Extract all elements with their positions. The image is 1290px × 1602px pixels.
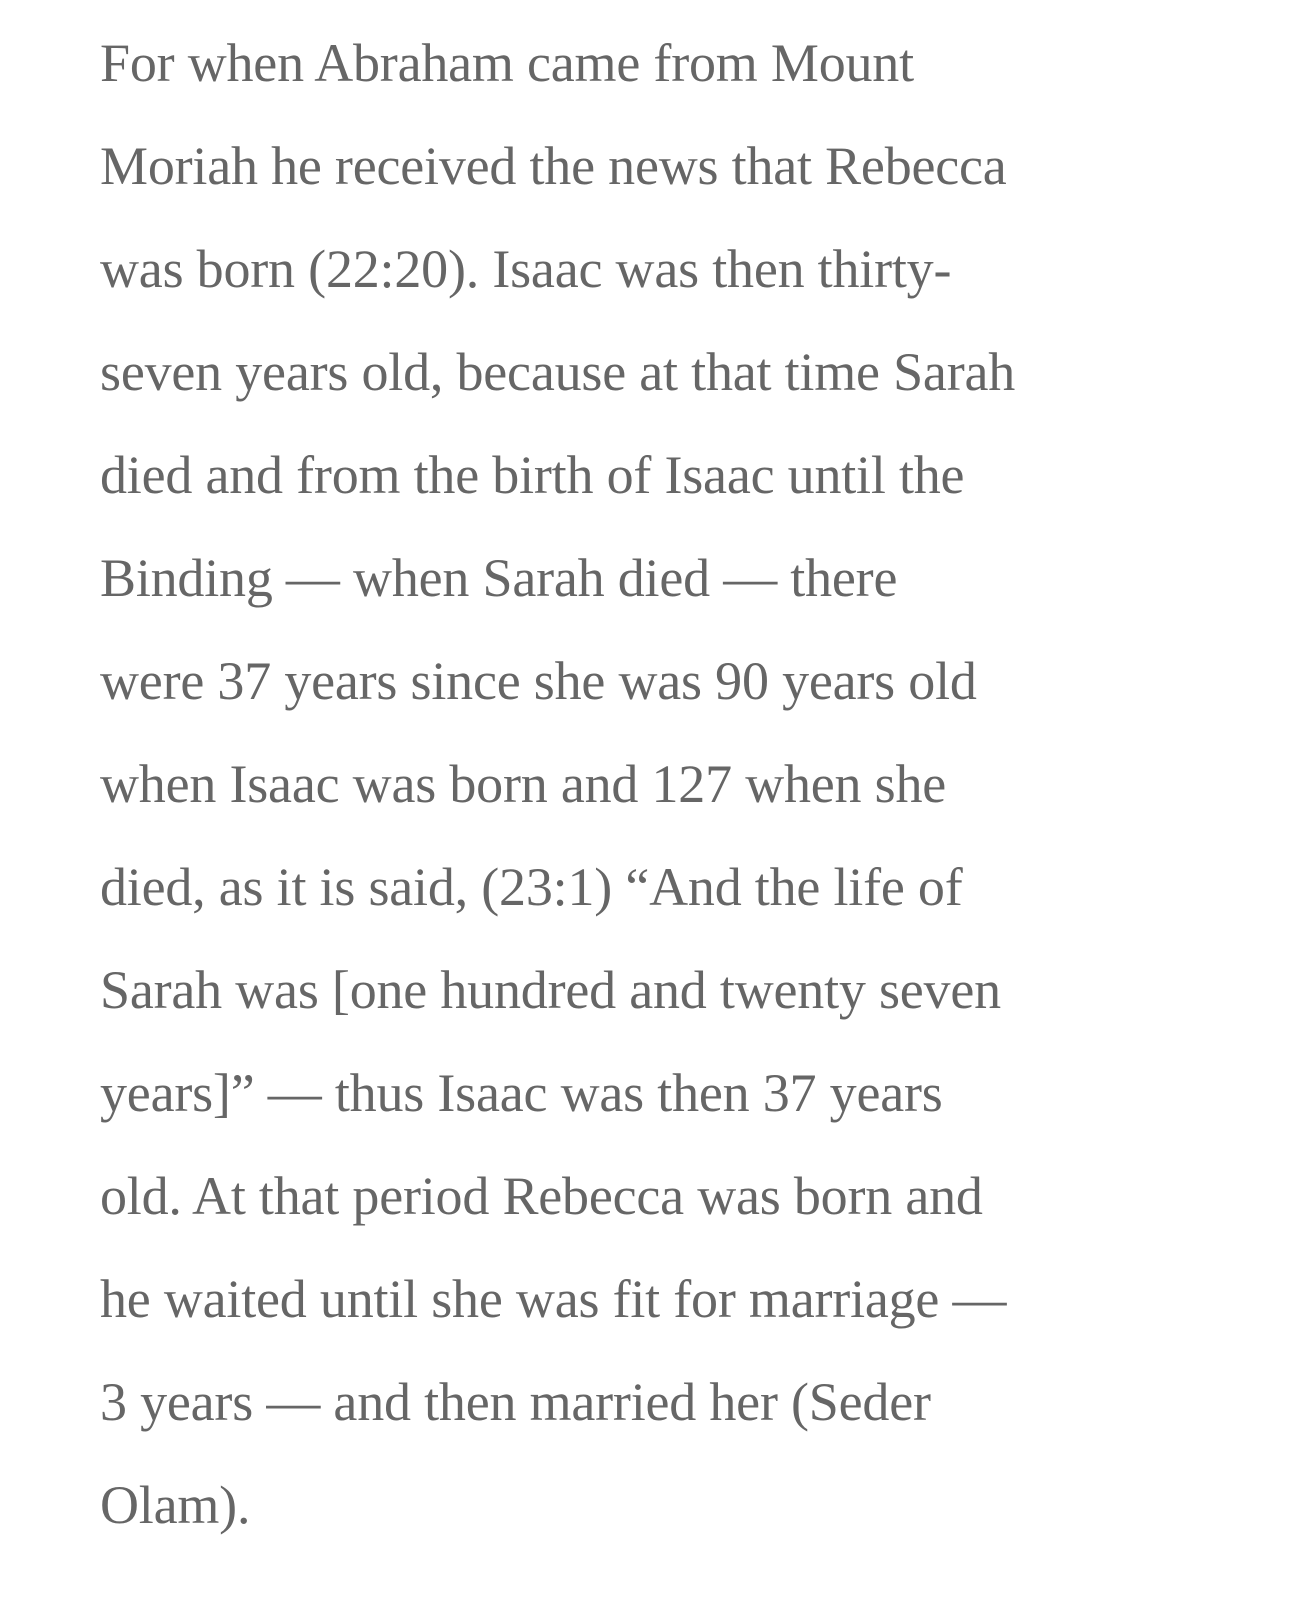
- text-line-8: when Isaac was born and 127 when she: [100, 754, 947, 814]
- text-line-1: For when Abraham came from Mount: [100, 33, 914, 93]
- text-line-7: were 37 years since she was 90 years old: [100, 651, 977, 711]
- text-line-10: Sarah was [one hundred and twenty seven: [100, 960, 1001, 1020]
- text-line-5: died and from the birth of Isaac until the: [100, 445, 965, 505]
- commentary-paragraph: [100, 12, 1180, 1557]
- text-line-2: Moriah he received the news that Rebecca: [100, 136, 1007, 196]
- text-line-11: years]” — thus Isaac was then 37 years: [100, 1063, 943, 1123]
- text-line-3: was born (22:20). Isaac was then thirty-: [100, 239, 952, 299]
- text-line-9: died, as it is said, (23:1) “And the life of: [100, 857, 963, 917]
- text-line-4: seven years old, because at that time Sarah: [100, 342, 1016, 402]
- text-line-13: he waited until she was fit for marriage —: [100, 1269, 1007, 1329]
- text-line-12: old. At that period Rebecca was born and: [100, 1166, 983, 1226]
- text-line-14: 3 years — and then married her (Seder: [100, 1372, 931, 1432]
- text-line-6: Binding — when Sarah died — there: [100, 548, 898, 608]
- text-line-15: Olam).: [100, 1475, 251, 1535]
